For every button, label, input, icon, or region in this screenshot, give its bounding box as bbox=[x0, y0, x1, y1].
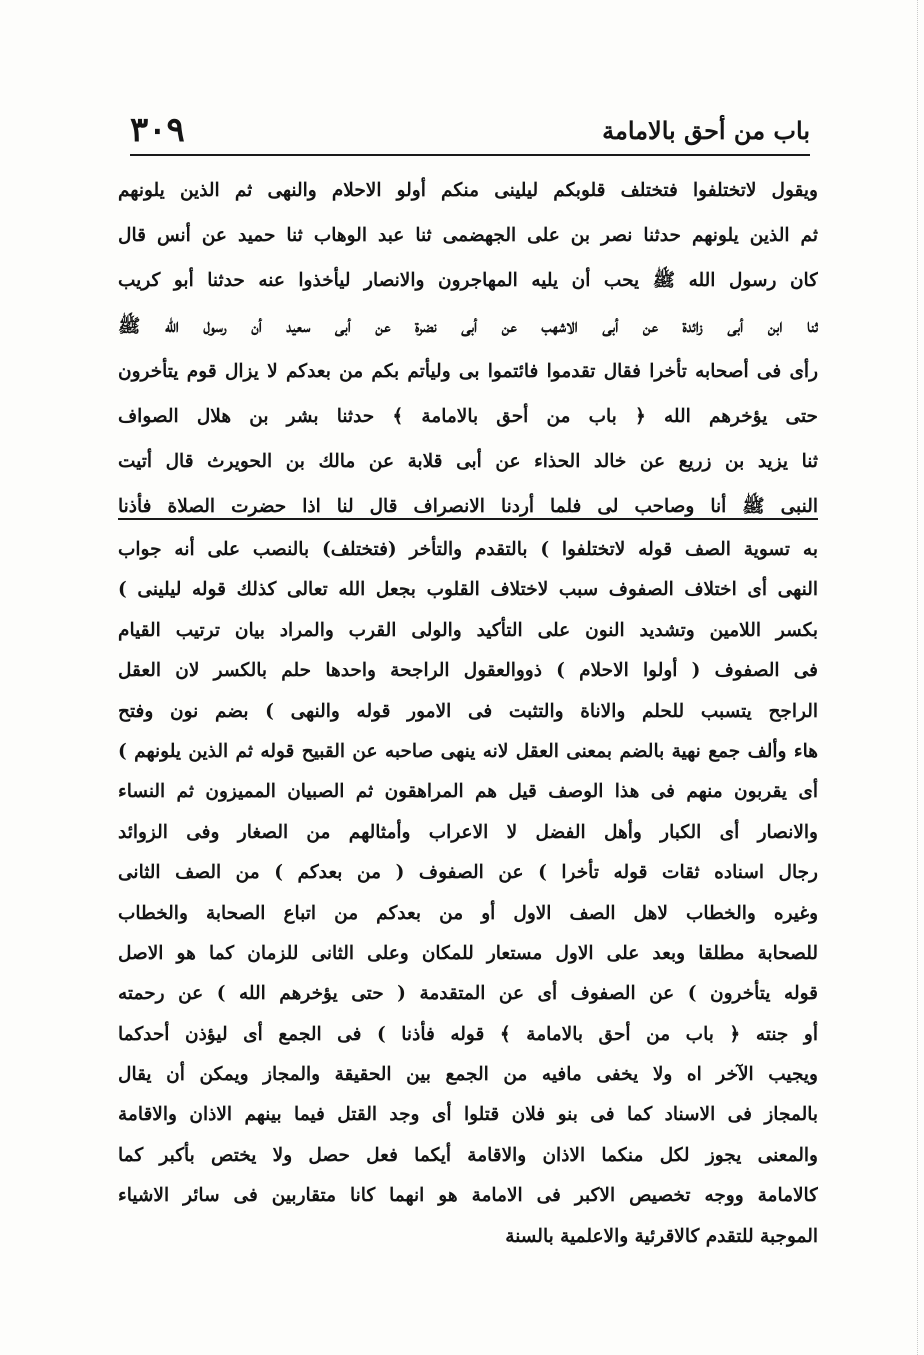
commentary-line: الراجح يتسبب للحلم والاناة والتثبت فى الامور قوله والنهى ) بضم نون وفتح bbox=[118, 700, 818, 722]
commentary-line: النهى أى اختلاف الصفوف سبب لاختلاف القلوب بجعل الله تعالى كذلك قوله ليلينى ) bbox=[118, 579, 818, 601]
page-number: ٣٠٩ bbox=[130, 110, 185, 150]
commentary-line: والمعنى يجوز لكل منكما الاذان والاقامة أيكما فعل حصل ولا يختص بأكبر كما bbox=[118, 1144, 818, 1166]
scan-edge bbox=[917, 0, 918, 1355]
commentary-line: فى الصفوف ( أولوا الاحلام ) ذووالعقول الراجحة واحدها حلم بالكسر لان العقل bbox=[118, 660, 818, 682]
commentary bbox=[118, 530, 818, 1257]
commentary-line: هاء وألف جمع نهية بالضم بمعنى العقل لانه ينهى صاحبه عن القبيح قوله ثم الذين يلونهم ) bbox=[118, 740, 818, 762]
commentary-line: أو جنته ﴿ باب من أحق بالامامة ﴾ قوله فأذنا ) فى الجمع أى ليؤذن أحدكما bbox=[118, 1023, 818, 1045]
page-header bbox=[130, 108, 810, 154]
main-text-line: ثم الذين يلونهم حدثنا نصر بن على الجهضمى ثنا عبد الوهاب ثنا حميد عن أنس قال bbox=[118, 225, 818, 247]
commentary-line: بكسر اللامين وتشديد النون على التأكيد والولى القرب والمراد بيان ترتيب القيام bbox=[118, 619, 818, 641]
commentary-line: رجال اسناده ثقات قوله تأخرا ) عن الصفوف ( من بعدكم ) من الصف الثانى bbox=[118, 862, 818, 884]
main-text-line: النبى ﷺ أنا وصاحب لى فلما أردنا الانصراف قال لنا اذا حضرت الصلاة فأذنا bbox=[118, 496, 818, 518]
header-rule bbox=[130, 154, 810, 156]
commentary-line: بالمجاز فى الاسناد كما فى بنو فلان قتلوا أى وجد القتل فيما بينهم الاذان والاقامة bbox=[118, 1104, 818, 1126]
commentary-line: الموجبة للتقدم كالاقرئية والاعلمية بالسنة bbox=[505, 1225, 818, 1247]
commentary-line: ويجيب الآخر اه ولا يخفى مافيه من الجمع بين الحقيقة والمجاز ويمكن أن يقال bbox=[118, 1064, 818, 1086]
main-text-line: ثنا ابن أبى زائدة عن أبى الاشهب عن أبى نضرة عن أبى سعيد أن رسول الله ﷺ bbox=[118, 315, 818, 337]
commentary-line: قوله يتأخرون ) عن الصفوف أى عن المتقدمة ( حتى يؤخرهم الله ) عن رحمته bbox=[118, 983, 818, 1005]
main-text bbox=[118, 168, 818, 530]
commentary-line: أى يقربون منهم فى هذا الوصف قيل هم المراهقون ثم الصبيان المميزون ثم النساء bbox=[118, 781, 818, 803]
main-text-line: حتى يؤخرهم الله ﴿ باب من أحق بالامامة ﴾ حدثنا بشر بن هلال الصواف bbox=[118, 405, 818, 427]
footnote-divider bbox=[118, 518, 818, 520]
commentary-line: وغيره والخطاب لاهل الصف الاول أو من بعدكم من اتباع الصحابة والخطاب bbox=[118, 902, 818, 924]
commentary-line: والانصار أى الكبار وأهل الفضل لا الاعراب وأمثالهم من الصغار وفى الزوائد bbox=[118, 821, 818, 843]
chapter-title: باب من أحق بالامامة bbox=[602, 116, 810, 145]
main-text-line: ثنا يزيد بن زريع عن خالد الحذاء عن أبى قلابة عن مالك بن الحويرث قال أتيت bbox=[118, 451, 818, 473]
main-text-line: كان رسول الله ﷺ يحب أن يليه المهاجرون والانصار ليأخذوا عنه حدثنا أبو كريب bbox=[118, 270, 818, 292]
commentary-line: كالامامة ووجه تخصيص الاكبر فى الامامة هو انهما كانا متقاربين فى سائر الاشياء bbox=[118, 1185, 818, 1207]
main-text-line: رأى فى أصحابه تأخرا فقال تقدموا فائتموا بى وليأتم بكم من بعدكم لا يزال قوم يتأخرون bbox=[118, 360, 818, 382]
main-text-line: ويقول لاتختلفوا فتختلف قلوبكم ليلينى منكم أولو الاحلام والنهى ثم الذين يلونهم bbox=[118, 180, 818, 201]
commentary-line: للصحابة مطلقا وبعد على الاول مستعار للمكان وعلى الثانى للزمان كما هو الاصل bbox=[118, 942, 818, 964]
commentary-line: به تسوية الصف قوله لاتختلفوا ) بالتقدم والتأخر (فتختلف) بالنصب على أنه جواب bbox=[118, 539, 818, 560]
